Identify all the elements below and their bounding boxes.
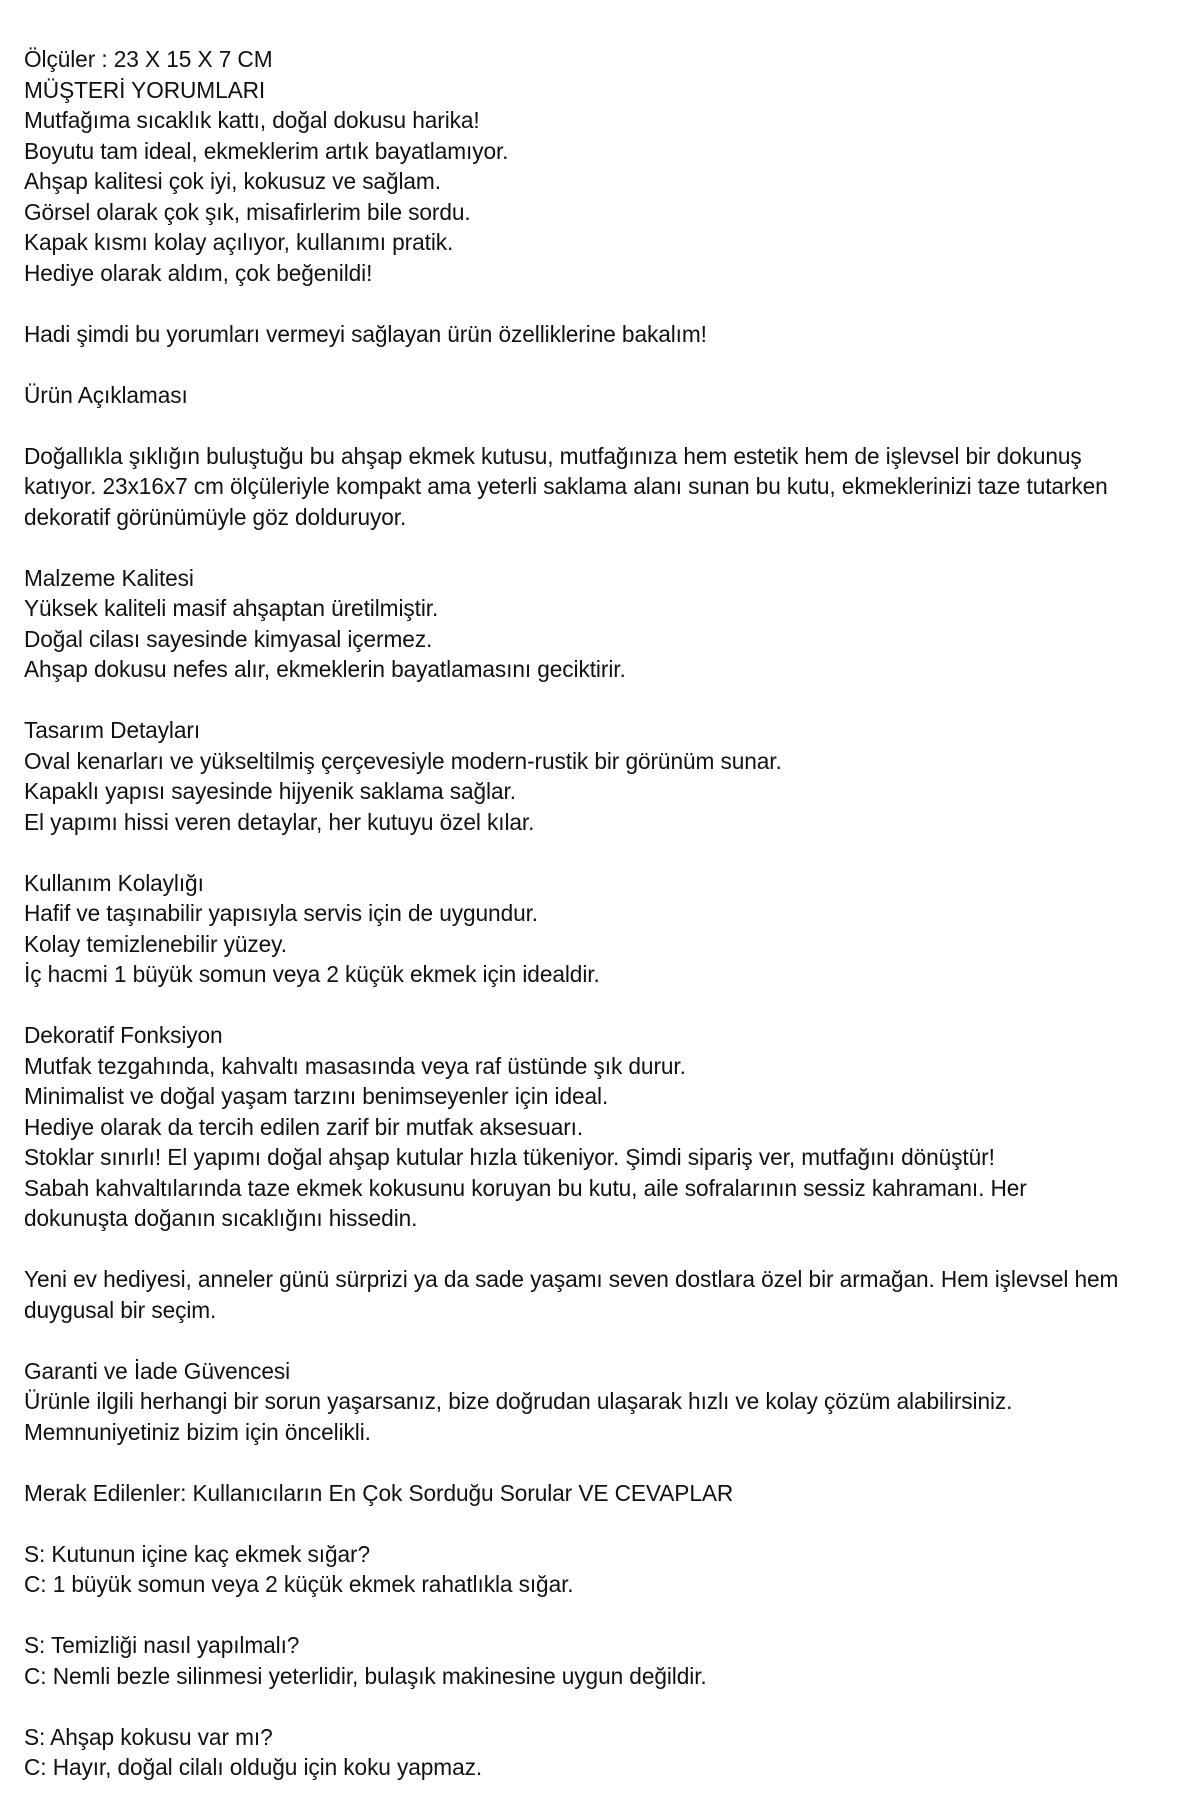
faq-answer: C: Hayır, doğal cilalı olduğu için koku yapmaz. [24,1754,483,1780]
section-decorative-function [24,1020,1134,1234]
spacer [24,837,1134,868]
spacer [24,1325,1134,1356]
warranty-heading: Garanti ve İade Güvencesi [24,1357,291,1384]
spacer [24,1234,1134,1265]
section-warranty [24,1356,1134,1448]
section-line: Yüksek kaliteli masif ahşaptan üretilmiştir. [24,595,439,621]
product-description-paragraph: Doğallıkla şıklığın buluştuğu bu ahşap ekmek kutusu, mutfağınıza hem estetik hem de işlevsel bir dokunuş katıyor. 23x16x7 cm ölçüleriyle kompakt ama yeterli saklama alanı sunan bu kutu, ekmeklerinizi taze tutarken dekoratif görünümüyle göz dolduruyor. [24,442,1114,530]
spacer [24,1508,1134,1539]
section-line: Mutfak tezgahında, kahvaltı masasında veya raf üstünde şık durur. [24,1052,686,1079]
review-line: Ahşap kalitesi çok iyi, kokusuz ve sağlam. [24,168,441,194]
warranty-paragraph: Ürünle ilgili herhangi bir sorun yaşarsanız, bize doğrudan ulaşarak hızlı ve kolay çözüm alabilirsiniz. Memnuniyetiniz bizim için öncelikli. [24,1388,1019,1445]
spacer [24,410,1134,441]
review-line: Mutfağıma sıcaklık kattı, doğal dokusu harika! [24,107,480,133]
section-stock-callout: Stoklar sınırlı! El yapımı doğal ahşap kutular hızla tükeniyor. Şimdi sipariş ver, mutfağını dönüştür! [24,1144,995,1170]
spacer [24,532,1134,563]
spacer [24,1600,1134,1631]
spacer [24,288,1134,319]
faq-answer: C: 1 büyük somun veya 2 küçük ekmek rahatlıkla sığar. [24,1571,574,1597]
faq-item [24,1722,1134,1783]
review-line: Kapak kısmı kolay açılıyor, kullanımı pratik. [24,229,454,255]
section-line: Ahşap dokusu nefes alır, ekmeklerin bayatlamasını geciktirir. [24,656,626,682]
product-description-heading: Ürün Açıklaması [24,381,188,408]
section-heading: Tasarım Detayları [24,717,201,743]
section-heading: Dekoratif Fonksiyon [24,1022,223,1048]
document-body [24,44,1134,1783]
faq-heading: Merak Edilenler: Kullanıcıların En Çok Sorduğu Sorular VE CEVAPLAR [24,1479,734,1506]
section-line: Hediye olarak da tercih edilen zarif bir mutfak aksesuarı. [24,1113,584,1140]
faq-answer: C: Nemli bezle silinmesi yeterlidir, bulaşık makinesine uygun değildir. [24,1662,707,1689]
section-ease-of-use [24,868,1134,990]
section-line: El yapımı hissi veren detaylar, her kutuyu özel kılar. [24,808,535,835]
review-line: Boyutu tam ideal, ekmeklerim artık bayatlamıyor. [24,137,509,164]
gift-paragraph: Yeni ev hediyesi, anneler günü sürprizi ya da sade yaşamı seven dostlara özel bir armağan. Hem işlevsel hem duygusal bir seçim. [24,1266,1125,1323]
faq-item [24,1539,1134,1600]
faq-question: S: Ahşap kokusu var mı? [24,1723,273,1750]
transition-line: Hadi şimdi bu yorumları vermeyi sağlayan ürün özelliklerine bakalım! [24,320,707,347]
spacer [24,1691,1134,1722]
faq-question: S: Kutunun içine kaç ekmek sığar? [24,1540,370,1567]
section-line: Doğal cilası sayesinde kimyasal içermez. [24,625,433,652]
section-line: Hafif ve taşınabilir yapısıyla servis için de uygundur. [24,900,539,926]
customer-reviews-heading: MÜŞTERİ YORUMLARI [24,76,266,103]
section-line: Kapaklı yapısı sayesinde hijyenik saklama sağlar. [24,778,516,804]
dimensions-line: Ölçüler : 23 X 15 X 7 CM [24,46,273,72]
section-line: Kolay temizlenebilir yüzey. [24,930,287,957]
section-design-details [24,715,1134,837]
section-line: İç hacmi 1 büyük somun veya 2 küçük ekmek için idealdir. [24,961,600,987]
section-material-quality [24,563,1134,685]
spacer [24,685,1134,716]
faq-item [24,1630,1134,1691]
faq-question: S: Temizliği nasıl yapılmalı? [24,1632,300,1658]
section-heading: Kullanım Kolaylığı [24,869,204,896]
spacer [24,1447,1134,1478]
review-line: Görsel olarak çok şık, misafirlerim bile sordu. [24,198,471,225]
section-line: Minimalist ve doğal yaşam tarzını benimseyenler için ideal. [24,1083,609,1109]
review-line: Hediye olarak aldım, çok beğenildi! [24,259,373,286]
section-line: Oval kenarları ve yükseltilmiş çerçevesiyle modern-rustik bir görünüm sunar. [24,747,782,774]
section-heading: Malzeme Kalitesi [24,564,194,591]
spacer [24,349,1134,380]
section-emotional-line: Sabah kahvaltılarında taze ekmek kokusunu koruyan bu kutu, aile sofralarının sessiz kahramanı. Her dokunuşta doğanın sıcaklığını hissedin. [24,1174,1033,1231]
spacer [24,990,1134,1021]
